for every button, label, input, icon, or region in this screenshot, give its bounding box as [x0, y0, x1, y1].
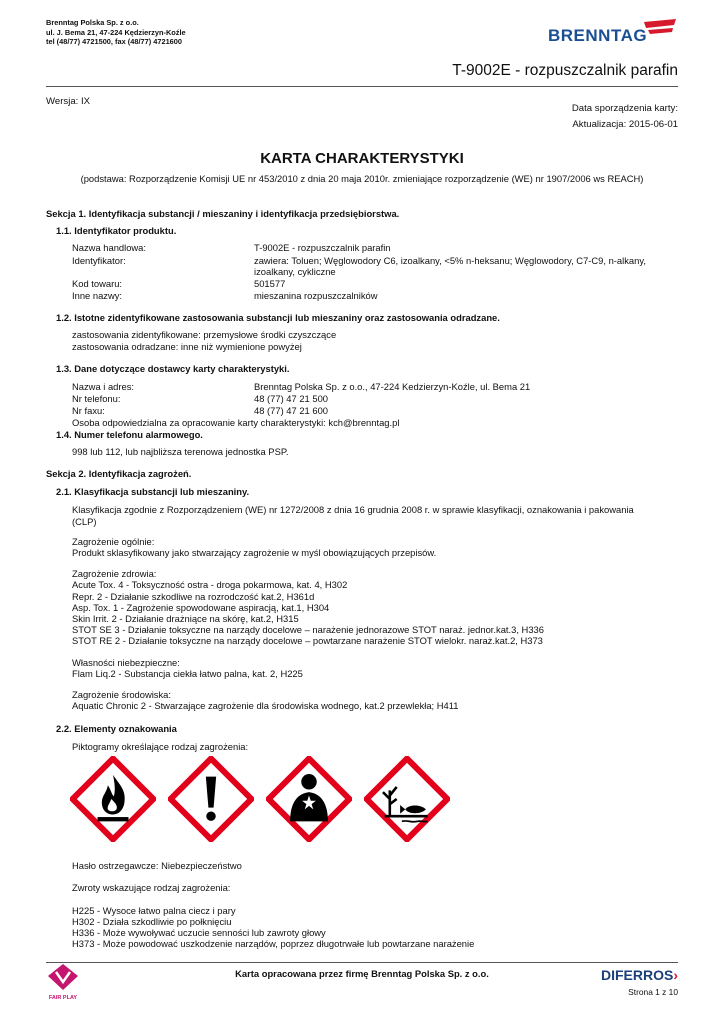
fair-play-text: FAIR PLAY: [48, 995, 78, 1002]
row-value: zawiera: Toluen; Węglowodory C6, izoalkany, <5% n-heksanu; Węglowodory, C7-C9, n-alkany, izoalkany, cykliczne: [254, 255, 646, 278]
clp-classification-cont: (CLP): [72, 516, 97, 527]
main-title: KARTA CHARAKTERYSTYKI: [260, 150, 464, 167]
page-number: Strona 1 z 10: [628, 987, 678, 997]
row-label: Identyfikator:: [72, 255, 126, 266]
section-2-2-heading: 2.2. Elementy oznakowania: [56, 723, 177, 734]
health-hazard-label: Zagrożenie zdrowia:: [72, 568, 157, 579]
diferros-logo: [601, 967, 678, 984]
brenntag-logo: [548, 16, 678, 48]
row-label: Nazwa handlowa:: [72, 242, 147, 253]
environment-hazard-text: Aquatic Chronic 2 - Stwarzające zagrożenie dla środowiska wodnego, kat.2 przewlekła; H411: [72, 700, 459, 711]
row-label: Nr telefonu:: [72, 393, 121, 404]
signal-word: Hasło ostrzegawcze: Niebezpieczeństwo: [72, 860, 242, 871]
health-hazard-item: Skin Irrit. 2 - Działanie drażniące na skórę, kat.2, H315: [72, 613, 299, 624]
hazard-statement: H336 - Może wywoływać uczucie senności lub zawroty głowy: [72, 927, 326, 938]
header-divider: [46, 86, 678, 87]
hazard-statements-label: Zwroty wskazujące rodzaj zagrożenia:: [72, 882, 231, 893]
section-1-1-heading: 1.1. Identyfikator produktu.: [56, 225, 177, 236]
footer-text: Karta opracowana przez firmę Brenntag Polska Sp. z o.o.: [235, 968, 489, 979]
health-hazard-item: STOT RE 2 - Działanie toksyczne na narządy docelowe – powtarzane narażenie STOT wielokr. naraż.kat.2, H373: [72, 635, 543, 646]
general-hazard-text: Produkt sklasyfikowany jako stwarzający zagrożenie w myśl obowiązujących przepisów.: [72, 547, 437, 558]
environment-hazard-label: Zagrożenie środowiska:: [72, 689, 172, 700]
company-address: ul. J. Bema 21, 47-224 Kędzierzyn-Koźle: [46, 27, 186, 37]
chevron-right-icon: ›: [673, 967, 678, 983]
dates: [572, 101, 678, 134]
section-1-3-heading: 1.3. Dane dotyczące dostawcy karty charakterystyki.: [56, 363, 290, 374]
uses-advised-against: zastosowania odradzane: inne niż wymienione powyżej: [72, 341, 302, 352]
row-label: Inne nazwy:: [72, 290, 123, 301]
physical-hazard-label: Własności niebezpieczne:: [72, 657, 180, 668]
row-label: Nazwa i adres:: [72, 381, 135, 392]
row-value: T-9002E - rozpuszczalnik parafin: [254, 242, 391, 253]
pictograms-label: Piktogramy określające rodzaj zagrożenia:: [72, 741, 249, 752]
section-2-heading: Sekcja 2. Identyfikacja zagrożeń.: [46, 468, 192, 479]
environment-pictogram-icon: [364, 756, 450, 842]
diferros-text: DIFERROS: [600, 967, 674, 983]
legal-basis: (podstawa: Rozporządzenie Komisji UE nr 453/2010 z dnia 20 maja 2010r. zmieniające rozporządzenie (WE) nr 1907/2006 ws REACH): [80, 173, 644, 184]
health-hazard-item: Asp. Tox. 1 - Zagrożenie spowodowane aspiracją, kat.1, H304: [72, 602, 330, 613]
company-header: [46, 18, 186, 47]
row-value: 501577: [254, 278, 286, 289]
section-1-2-heading: 1.2. Istotne zidentyfikowane zastosowania substancji lub mieszaniny oraz zastosowania odradzane.: [56, 312, 500, 323]
hazard-statement: H225 - Wysoce łatwo palna ciecz i pary: [72, 905, 236, 916]
hazard-statement: H302 - Działa szkodliwie po połknięciu: [72, 916, 232, 927]
row-value: 48 (77) 47 21 500: [254, 393, 329, 404]
health-hazard-item: Acute Tox. 4 - Toksyczność ostra - droga pokarmowa, kat. 4, H302: [72, 579, 348, 590]
clp-classification: Klasyfikacja zgodnie z Rozporządzeniem (WE) nr 1272/2008 z dnia 16 grudnia 2008 r. w sprawie klasyfikacji, oznakowania i pakowania: [72, 504, 634, 515]
section-1-heading: Sekcja 1. Identyfikacja substancji / mieszaniny i identyfikacja przedsiębiorstwa.: [46, 208, 400, 219]
health-hazard-item: STOT SE 3 - Działanie toksyczne na narządy docelowe – narażenie jednorazowe STOT naraż. jednor.kat.3, H336: [72, 624, 544, 635]
hazard-statement: H373 - Może powodować uszkodzenie narządów, poprzez długotrwałe lub powtarzane narażenie: [72, 938, 475, 949]
update-date: Aktualizacja: 2015-06-01: [572, 119, 678, 131]
company-phone: tel (48/77) 4721500, fax (48/77) 4721600: [46, 37, 183, 47]
general-hazard-label: Zagrożenie ogólnie:: [72, 536, 155, 547]
row-label: Nr faxu:: [72, 405, 105, 416]
row-value: mieszanina rozpuszczalników: [254, 290, 378, 301]
uses-identified: zastosowania zidentyfikowane: przemysłowe środki czyszczące: [72, 329, 337, 340]
section-1-4-heading: 1.4. Numer telefonu alarmowego.: [56, 429, 203, 440]
physical-hazard-text: Flam Liq.2 - Substancja ciekła łatwo palna, kat. 2, H225: [72, 668, 303, 679]
row-value: Brenntag Polska Sp. z o.o., 47-224 Kedzierzyn-Koźle, ul. Bema 21: [254, 381, 531, 392]
health-hazard-item: Repr. 2 - Działanie szkodliwe na rozrodczość kat.2, H361d: [72, 591, 315, 602]
section-2-1-heading: 2.1. Klasyfikacja substancji lub mieszaniny.: [56, 486, 250, 497]
health-hazard-pictogram-icon: [266, 756, 352, 842]
row-value: 48 (77) 47 21 600: [254, 405, 329, 416]
footer-divider: [46, 962, 678, 963]
date-label: Data sporządzenia karty:: [571, 103, 678, 114]
logo-text: BRENNTAG: [548, 26, 648, 45]
row-label: Kod towaru:: [72, 278, 123, 289]
document-title: T-9002E - rozpuszczalnik parafin: [452, 62, 678, 79]
exclamation-pictogram-icon: [168, 756, 254, 842]
emergency-phone: 998 lub 112, lub najbliższa terenowa jednostka PSP.: [72, 446, 289, 457]
version: Wersja: IX: [46, 96, 91, 107]
responsible-person: Osoba odpowiedzialna za opracowanie karty charakterystyki: kch@brenntag.pl: [72, 417, 400, 428]
company-name: Brenntag Polska Sp. z o.o.: [46, 18, 139, 27]
flame-pictogram-icon: [70, 756, 156, 842]
